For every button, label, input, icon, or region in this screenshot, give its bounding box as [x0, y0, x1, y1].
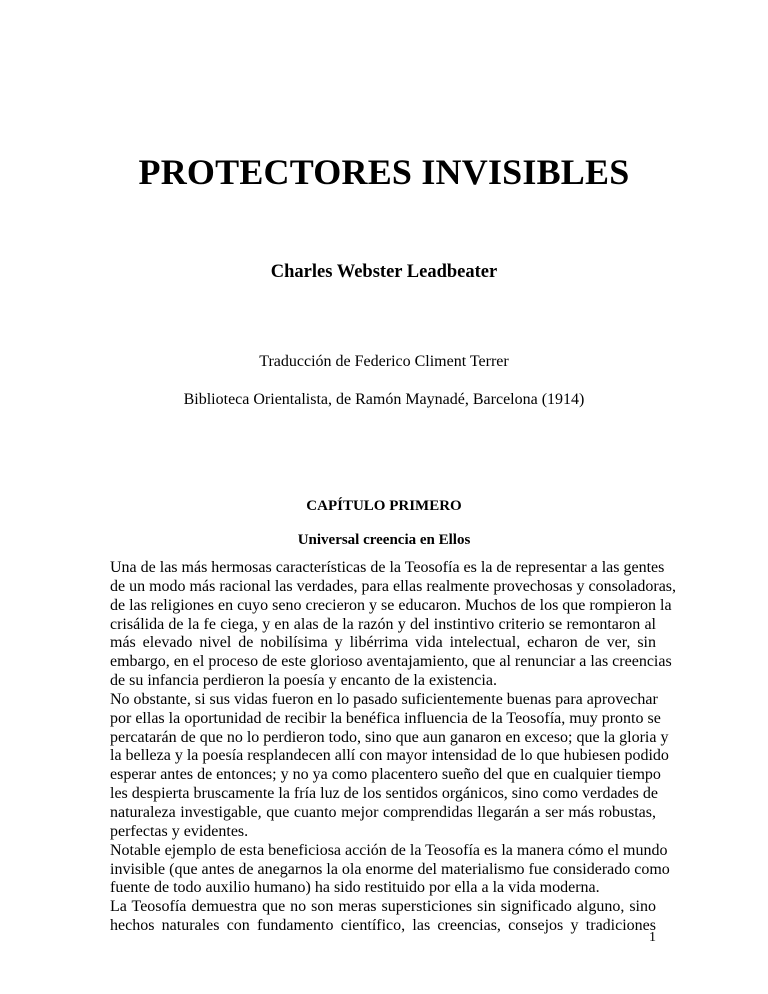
body-line: de las religiones en cuyo seno crecieron y se educaron. Muchos de los que rompieron la [110, 596, 672, 614]
translation-credit: Traducción de Federico Climent Terrer [259, 353, 509, 370]
page-number: 1 [649, 930, 656, 945]
body-line: perfectas y evidentes. [110, 822, 249, 840]
body-line: fuente de todo auxilio humano) ha sido restituido por ella a la vida moderna. [110, 879, 600, 897]
publisher-info: Biblioteca Orientalista, de Ramón Maynadé, Barcelona (1914) [183, 391, 585, 408]
body-line: invisible (que antes de anegarnos la ola enorme del materialismo fue considerado como [110, 860, 670, 878]
body-line: No obstante, si sus vidas fueron en lo pasado suficientemente buenas para aprovechar [110, 690, 658, 708]
body-line: naturaleza investigable, que cuanto mejor comprendidas llegarán a ser más robustas, [110, 803, 656, 821]
body-line: esperar antes de entonces; y no ya como placentero sueño del que en cualquier tiempo [110, 766, 661, 784]
body-line: Una de las más hermosas características de la Teosofía es la de representar a las gentes [110, 559, 665, 576]
body-line: por ellas la oportunidad de recibir la benéfica influencia de la Teosofía, muy pronto se [110, 709, 661, 727]
body-text [110, 559, 677, 936]
body-line: les despierta bruscamente la fría luz de los sentidos orgánicos, sino como verdades de [110, 785, 658, 803]
body-line: crisálida de la fe ciega, y en alas de la razón y del instintivo criterio se remontaron al [110, 615, 656, 633]
author-name: Charles Webster Leadbeater [270, 262, 498, 282]
chapter-subtitle: Universal creencia en Ellos [297, 532, 471, 548]
body-line: más elevado nivel de nobilísima y libérrima vida intelectual, echaron de ver, sin [110, 634, 656, 652]
body-line: Notable ejemplo de esta beneficiosa acción de la Teosofía es la manera cómo el mundo [110, 841, 668, 859]
body-line: percatarán de que no lo perdieron todo, sino que aun ganaron en exceso; que la gloria y [110, 728, 669, 746]
book-title: PROTECTORES INVISIBLES [138, 152, 630, 192]
body-line: La Teosofía demuestra que no son meras supersticiones sin significado alguno, sino [110, 898, 656, 916]
body-line: hechos naturales con fundamento científico, las creencias, consejos y tradiciones [110, 917, 656, 935]
body-line: de un modo más racional las verdades, para ellas realmente provechosas y consoladoras, [110, 577, 677, 595]
body-line: de su infancia perdieron la poesía y encanto de la existencia. [110, 672, 497, 690]
chapter-heading: CAPÍTULO PRIMERO [306, 498, 462, 514]
body-line: la belleza y la poesía resplandecen allí con mayor intensidad de lo que hubiesen podido [110, 747, 669, 765]
body-line: embargo, en el proceso de este glorioso aventajamiento, que al renunciar a las creencias [110, 653, 672, 671]
